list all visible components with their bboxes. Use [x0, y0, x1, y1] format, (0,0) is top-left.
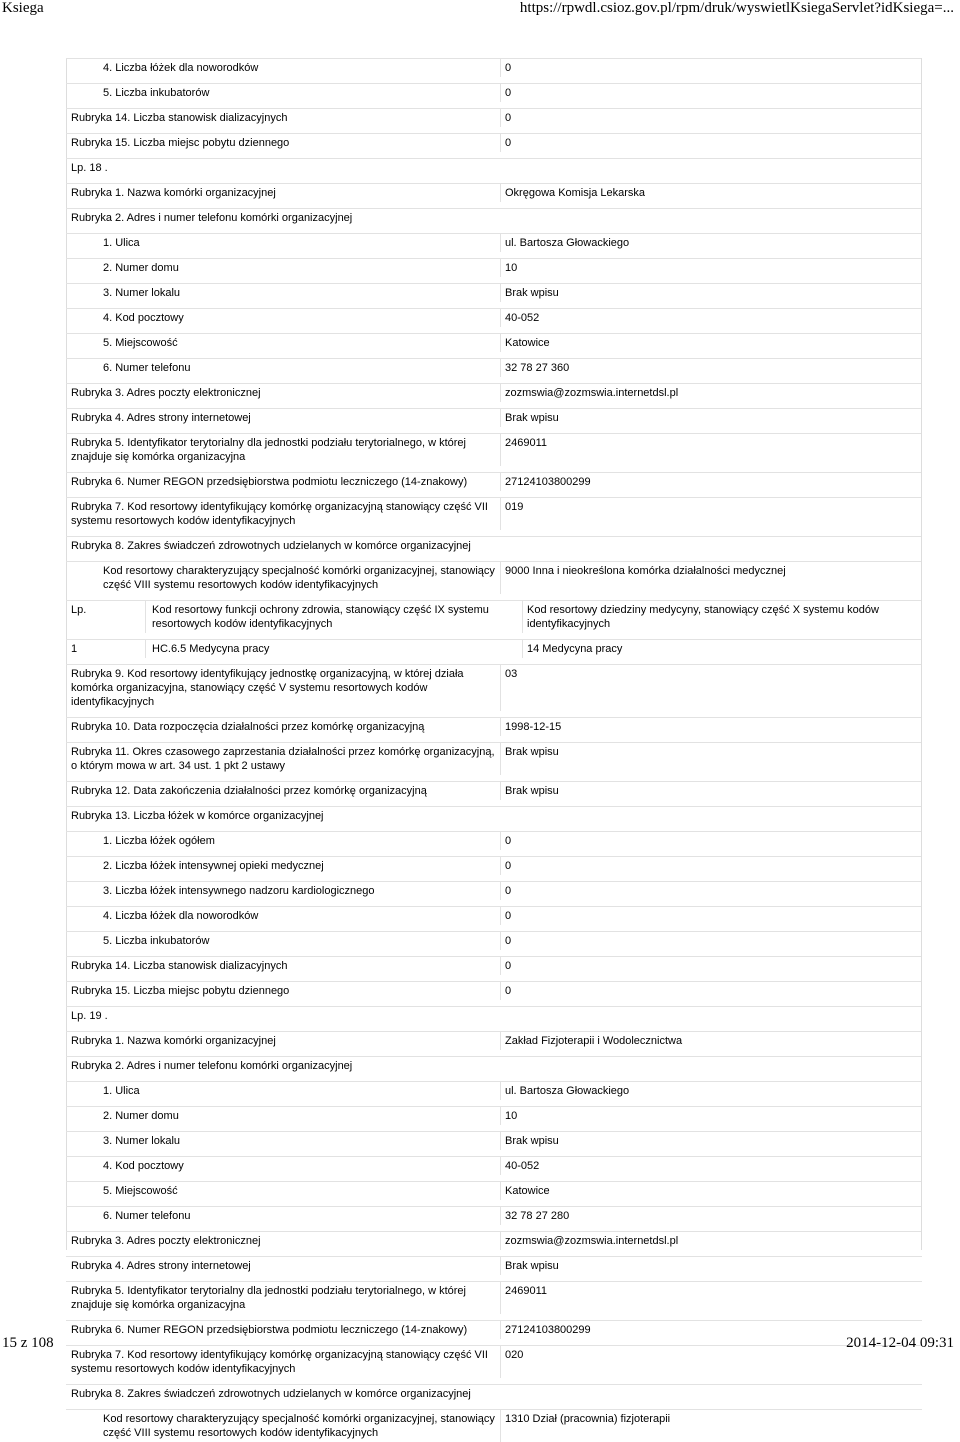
field-label: 2. Numer domu: [66, 258, 501, 277]
field-label: 3. Numer lokalu: [66, 1131, 501, 1150]
field-row: [66, 108, 922, 127]
section-heading-row: [66, 1384, 922, 1403]
field-value: 0: [501, 956, 922, 975]
field-row: [66, 133, 922, 152]
field-row: [66, 1231, 922, 1250]
field-row: [66, 433, 922, 466]
field-value: ul. Bartosza Głowackiego: [501, 233, 922, 252]
field-row: [66, 906, 922, 925]
field-value: Katowice: [501, 1181, 922, 1200]
field-label: Rubryka 2. Adres i numer telefonu komórki organizacyjnej: [66, 208, 922, 227]
field-label: Rubryka 3. Adres poczty elektronicznej: [66, 1231, 501, 1250]
field-row: [66, 856, 922, 875]
field-label: Kod resortowy charakteryzujący specjalność komórki organizacyjnej, stanowiący część VIII systemu resortowych kodów identyfikacyjnych: [66, 561, 501, 594]
field-label: 2. Liczba łóżek intensywnej opieki medycznej: [66, 856, 501, 875]
field-row: [66, 1281, 922, 1314]
field-label: Rubryka 3. Adres poczty elektronicznej: [66, 383, 501, 402]
subtable-cell-c2: HC.6.5 Medycyna pracy: [146, 639, 523, 658]
field-label: 2. Numer domu: [66, 1106, 501, 1125]
registry-rows: [66, 58, 922, 1442]
field-value: 10: [501, 1106, 922, 1125]
field-value: Brak wpisu: [501, 1131, 922, 1150]
field-value: Katowice: [501, 333, 922, 352]
field-value: 40-052: [501, 1156, 922, 1175]
subtable-cell-c3: Kod resortowy dziedziny medycyny, stanowiący część X systemu kodów identyfikacyjnych: [523, 600, 922, 633]
field-label: Rubryka 7. Kod resortowy identyfikujący komórkę organizacyjną stanowiący część VII systemu resortowych kodów identyfikacyjnych: [66, 497, 501, 530]
field-row: [66, 881, 922, 900]
field-row: [66, 1106, 922, 1125]
field-value: 1998-12-15: [501, 717, 922, 736]
field-label: 5. Liczba inkubatorów: [66, 83, 501, 102]
field-row: [66, 742, 922, 775]
field-label: Rubryka 15. Liczba miejsc pobytu dziennego: [66, 133, 501, 152]
section-heading-row: [66, 806, 922, 825]
field-label: 4. Liczba łóżek dla noworodków: [66, 906, 501, 925]
field-label: Rubryka 4. Adres strony internetowej: [66, 408, 501, 427]
field-row: [66, 561, 922, 594]
page-number: 15 z 108: [2, 1335, 54, 1351]
print-title: Ksiega: [2, 0, 44, 16]
field-value: 0: [501, 58, 922, 77]
field-label: Rubryka 14. Liczba stanowisk dializacyjnych: [66, 108, 501, 127]
field-label: 4. Kod pocztowy: [66, 1156, 501, 1175]
field-label: Rubryka 5. Identyfikator terytorialny dla jednostki podziału terytorialnego, w której znajduje się komórka organizacyjna: [66, 433, 501, 466]
field-value: 10: [501, 258, 922, 277]
print-datetime: 2014-12-04 09:31: [846, 1335, 954, 1351]
field-row: [66, 183, 922, 202]
field-row: [66, 1031, 922, 1050]
section-heading-row: [66, 536, 922, 555]
field-label: 6. Numer telefonu: [66, 1206, 501, 1225]
field-label: Rubryka 1. Nazwa komórki organizacyjnej: [66, 1031, 501, 1050]
field-value: 0: [501, 108, 922, 127]
field-row: [66, 358, 922, 377]
field-label: 1. Liczba łóżek ogółem: [66, 831, 501, 850]
field-value: 0: [501, 906, 922, 925]
field-value: Brak wpisu: [501, 742, 922, 761]
field-row: [66, 408, 922, 427]
field-row: [66, 981, 922, 1000]
field-row: [66, 497, 922, 530]
field-value: Brak wpisu: [501, 408, 922, 427]
field-row: [66, 664, 922, 711]
field-value: 1310 Dział (pracownia) fizjoterapii: [501, 1409, 922, 1428]
field-row: [66, 58, 922, 77]
field-label: Rubryka 13. Liczba łóżek w komórce organizacyjnej: [66, 806, 922, 825]
field-label: Lp. 18 .: [66, 158, 922, 177]
subtable-cell-c3: 14 Medycyna pracy: [523, 639, 922, 658]
field-label: Rubryka 8. Zakres świadczeń zdrowotnych udzielanych w komórce organizacyjnej: [66, 536, 922, 555]
field-row: [66, 1156, 922, 1175]
field-label: Rubryka 14. Liczba stanowisk dializacyjnych: [66, 956, 501, 975]
field-row: [66, 1181, 922, 1200]
field-label: Rubryka 10. Data rozpoczęcia działalności przez komórkę organizacyjną: [66, 717, 501, 736]
field-label: 4. Kod pocztowy: [66, 308, 501, 327]
subtable-cell-c1: 1: [66, 639, 146, 658]
browser-footer: [0, 1335, 960, 1357]
field-label: Lp. 19 .: [66, 1006, 922, 1025]
section-heading-row: [66, 1056, 922, 1075]
print-url: https://rpwdl.csioz.gov.pl/rpm/druk/wyswietlKsiegaServlet?idKsiega=...: [519, 0, 954, 16]
field-row: [66, 333, 922, 352]
field-value: Okręgowa Komisja Lekarska: [501, 183, 922, 202]
field-label: Rubryka 5. Identyfikator terytorialny dla jednostki podziału terytorialnego, w której znajduje się komórka organizacyjna: [66, 1281, 501, 1314]
field-value: 9000 Inna i nieokreślona komórka działalności medycznej: [501, 561, 922, 580]
field-value: 0: [501, 83, 922, 102]
field-row: [66, 283, 922, 302]
field-row: [66, 308, 922, 327]
field-label: Rubryka 9. Kod resortowy identyfikujący jednostkę organizacyjną, w której działa komórka organizacyjna, stanowiący część V systemu resortowych kodów identyfikacyjnych: [66, 664, 501, 711]
subtable-cell-c2: Kod resortowy funkcji ochrony zdrowia, stanowiący część IX systemu resortowych kodów identyfikacyjnych: [146, 600, 523, 633]
field-row: [66, 781, 922, 800]
field-row: [66, 931, 922, 950]
field-label: 3. Liczba łóżek intensywnego nadzoru kardiologicznego: [66, 881, 501, 900]
field-value: 2469011: [501, 433, 922, 452]
field-label: Rubryka 15. Liczba miejsc pobytu dziennego: [66, 981, 501, 1000]
field-value: Zakład Fizjoterapii i Wodolecznictwa: [501, 1031, 922, 1050]
subtable-row: [66, 639, 922, 658]
field-label: Rubryka 8. Zakres świadczeń zdrowotnych udzielanych w komórce organizacyjnej: [66, 1384, 922, 1403]
field-value: zozmswia@zozmswia.internetdsl.pl: [501, 383, 922, 402]
field-row: [66, 717, 922, 736]
field-value: Brak wpisu: [501, 1256, 922, 1275]
field-row: [66, 83, 922, 102]
field-label: Kod resortowy charakteryzujący specjalność komórki organizacyjnej, stanowiący część VIII systemu resortowych kodów identyfikacyjnych: [66, 1409, 501, 1442]
field-label: 6. Numer telefonu: [66, 358, 501, 377]
section-heading-row: [66, 158, 922, 177]
field-label: 5. Liczba inkubatorów: [66, 931, 501, 950]
field-value: 40-052: [501, 308, 922, 327]
field-value: 0: [501, 133, 922, 152]
field-value: 2469011: [501, 1281, 922, 1300]
field-value: 019: [501, 497, 922, 516]
field-row: [66, 383, 922, 402]
field-value: 32 78 27 360: [501, 358, 922, 377]
field-label: Rubryka 12. Data zakończenia działalności przez komórkę organizacyjną: [66, 781, 501, 800]
field-label: Rubryka 1. Nazwa komórki organizacyjnej: [66, 183, 501, 202]
field-value: 32 78 27 280: [501, 1206, 922, 1225]
field-value: 0: [501, 881, 922, 900]
field-row: [66, 1409, 922, 1442]
field-value: ul. Bartosza Głowackiego: [501, 1081, 922, 1100]
field-label: 1. Ulica: [66, 1081, 501, 1100]
field-value: 020: [501, 1345, 922, 1364]
field-row: [66, 1131, 922, 1150]
subtable-row: [66, 600, 922, 633]
field-row: [66, 1081, 922, 1100]
browser-header: [0, 0, 960, 22]
field-row: [66, 831, 922, 850]
field-value: 03: [501, 664, 922, 683]
field-value: 27124103800299: [501, 472, 922, 491]
field-row: [66, 956, 922, 975]
field-label: Rubryka 2. Adres i numer telefonu komórki organizacyjnej: [66, 1056, 922, 1075]
field-value: Brak wpisu: [501, 781, 922, 800]
field-value: 0: [501, 831, 922, 850]
field-row: [66, 258, 922, 277]
field-value: Brak wpisu: [501, 283, 922, 302]
field-label: Rubryka 11. Okres czasowego zaprzestania działalności przez komórkę organizacyjną, o którym mowa w art. 34 ust. 1 pkt 2 ustawy: [66, 742, 501, 775]
section-heading-row: [66, 1006, 922, 1025]
field-label: Rubryka 7. Kod resortowy identyfikujący komórkę organizacyjną stanowiący część VII systemu resortowych kodów identyfikacyjnych: [66, 1345, 501, 1378]
field-value: 0: [501, 931, 922, 950]
field-row: [66, 472, 922, 491]
field-value: 0: [501, 856, 922, 875]
field-value: 27124103800299: [501, 1320, 922, 1339]
field-label: Rubryka 6. Numer REGON przedsiębiorstwa podmiotu leczniczego (14-znakowy): [66, 472, 501, 491]
field-label: Rubryka 4. Adres strony internetowej: [66, 1256, 501, 1275]
field-row: [66, 1206, 922, 1225]
field-value: 0: [501, 981, 922, 1000]
field-label: 1. Ulica: [66, 233, 501, 252]
subtable-cell-c1: Lp.: [66, 600, 146, 633]
field-label: 5. Miejscowość: [66, 333, 501, 352]
field-row: [66, 233, 922, 252]
field-row: [66, 1256, 922, 1275]
field-label: Rubryka 6. Numer REGON przedsiębiorstwa podmiotu leczniczego (14-znakowy): [66, 1320, 501, 1339]
field-label: 4. Liczba łóżek dla noworodków: [66, 58, 501, 77]
section-heading-row: [66, 208, 922, 227]
field-value: zozmswia@zozmswia.internetdsl.pl: [501, 1231, 922, 1250]
field-label: 5. Miejscowość: [66, 1181, 501, 1200]
field-label: 3. Numer lokalu: [66, 283, 501, 302]
